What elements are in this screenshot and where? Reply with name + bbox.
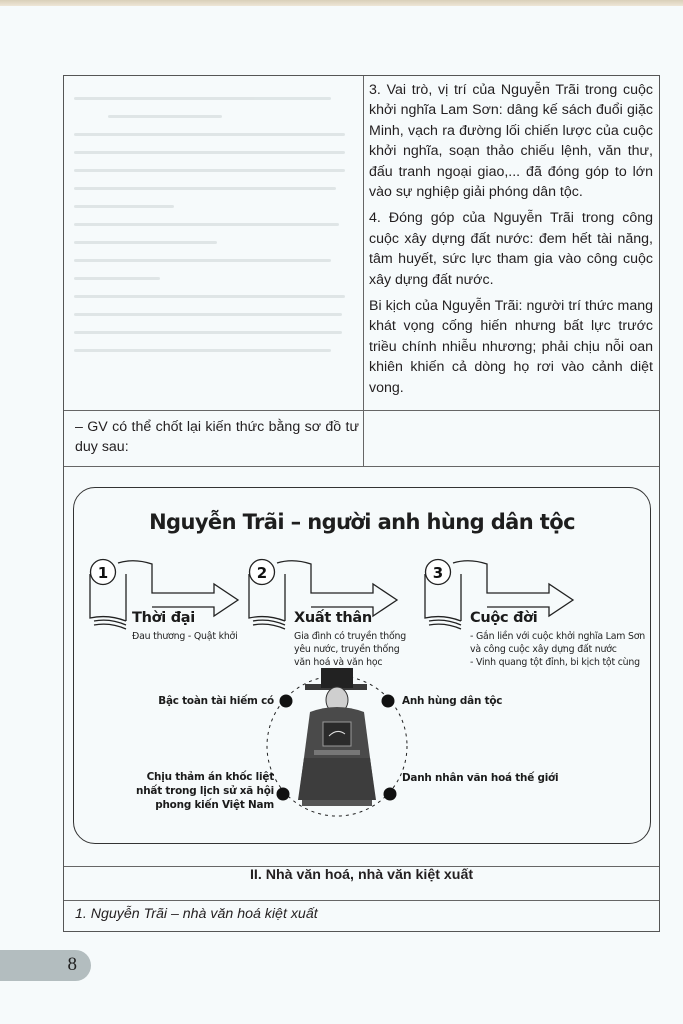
step-number-2: 2 — [256, 564, 268, 582]
teacher-note: – GV có thể chốt lại kiến thức bằng sơ đồ tư duy sau: — [75, 419, 359, 456]
row-divider — [64, 466, 659, 467]
paragraph-contribution: 4. Đóng góp của Nguyễn Trãi trong công cuộc xây dựng đất nước: đem hết tài năng, tâm huyết, sức lực tham gia vào công cuộc xây dựng đất nước. — [369, 210, 653, 288]
stage-desc-era — [132, 630, 238, 643]
stage-title-era: Thời đại — [132, 610, 195, 626]
stage-desc-life — [470, 630, 645, 670]
stage-title-life: Cuộc đời — [470, 610, 538, 626]
trait-line: Chịu thảm án khốc liệt — [146, 771, 274, 783]
diagram-title: Nguyễn Trãi – người anh hùng dân tộc — [149, 510, 575, 534]
trait-tragedy — [114, 770, 274, 812]
bullet-dot — [277, 788, 290, 801]
page-number: 8 — [67, 954, 77, 975]
desc-line: Gia đình có truyền thống — [294, 631, 407, 642]
trait-national-hero: Anh hùng dân tộc — [402, 695, 503, 707]
step-number-3: 3 — [432, 564, 444, 582]
lesson-table — [63, 75, 660, 932]
desc-line: văn hoá và văn học — [294, 657, 383, 669]
desc-line: - Gắn liền với cuộc khởi nghĩa Lam Sơn — [470, 631, 645, 642]
column-divider — [363, 76, 364, 466]
subsection-heading: 1. Nguyễn Trãi – nhà văn hoá kiệt xuất — [75, 906, 318, 922]
mind-map-diagram — [73, 487, 651, 844]
portrait-icon — [298, 668, 376, 806]
stage-title-origin: Xuất thân — [294, 610, 372, 626]
desc-line: và công cuộc xây dựng đất nước — [470, 644, 617, 656]
bullet-dot — [280, 695, 293, 708]
bullet-dot — [382, 695, 395, 708]
page-number-tab — [0, 950, 91, 981]
paragraph-role-in-uprising: 3. Vai trò, vị trí của Nguyễn Trãi trong cuộc khởi nghĩa Lam Sơn: dâng kế sách đuổi giặc Minh, vạch ra đường lối chiến lược của cuộc khởi nghĩa, soạn thảo chiếu lệnh, văn thư, đấu tranh ngoại giao,... đã đóng góp to lớn vào sự nghiệp giải phóng dân tộc. — [369, 82, 653, 201]
step-number-1: 1 — [97, 564, 109, 582]
trait-talent: Bậc toàn tài hiếm có — [158, 695, 274, 707]
trait-world-cultural-figure: Danh nhân văn hoá thế giới — [402, 772, 559, 784]
row-divider — [64, 410, 659, 411]
trait-line: nhất trong lịch sử xã hội — [136, 785, 274, 797]
row-divider — [64, 900, 659, 901]
desc-line: Đau thương - Quật khởi — [132, 631, 238, 642]
bullet-dot — [384, 788, 397, 801]
stage-desc-origin — [294, 630, 406, 670]
content-cell-right — [369, 80, 653, 404]
section-heading: II. Nhà văn hoá, nhà văn kiệt xuất — [249, 867, 474, 883]
bleed-through-text — [74, 82, 359, 462]
trait-line: phong kiến Việt Nam — [155, 799, 274, 811]
desc-line: - Vinh quang tột đỉnh, bi kịch tột cùng — [470, 657, 640, 669]
paragraph-tragedy: Bi kịch của Nguyễn Trãi: người trí thức mang khát vọng cống hiến nhưng bất lực trước triều chính nhiễu nhương; phải chịu nỗi oan khiên khiến cả dòng họ rơi vào cảnh diệt vong. — [369, 298, 653, 396]
desc-line: yêu nước, truyền thống — [294, 644, 400, 656]
